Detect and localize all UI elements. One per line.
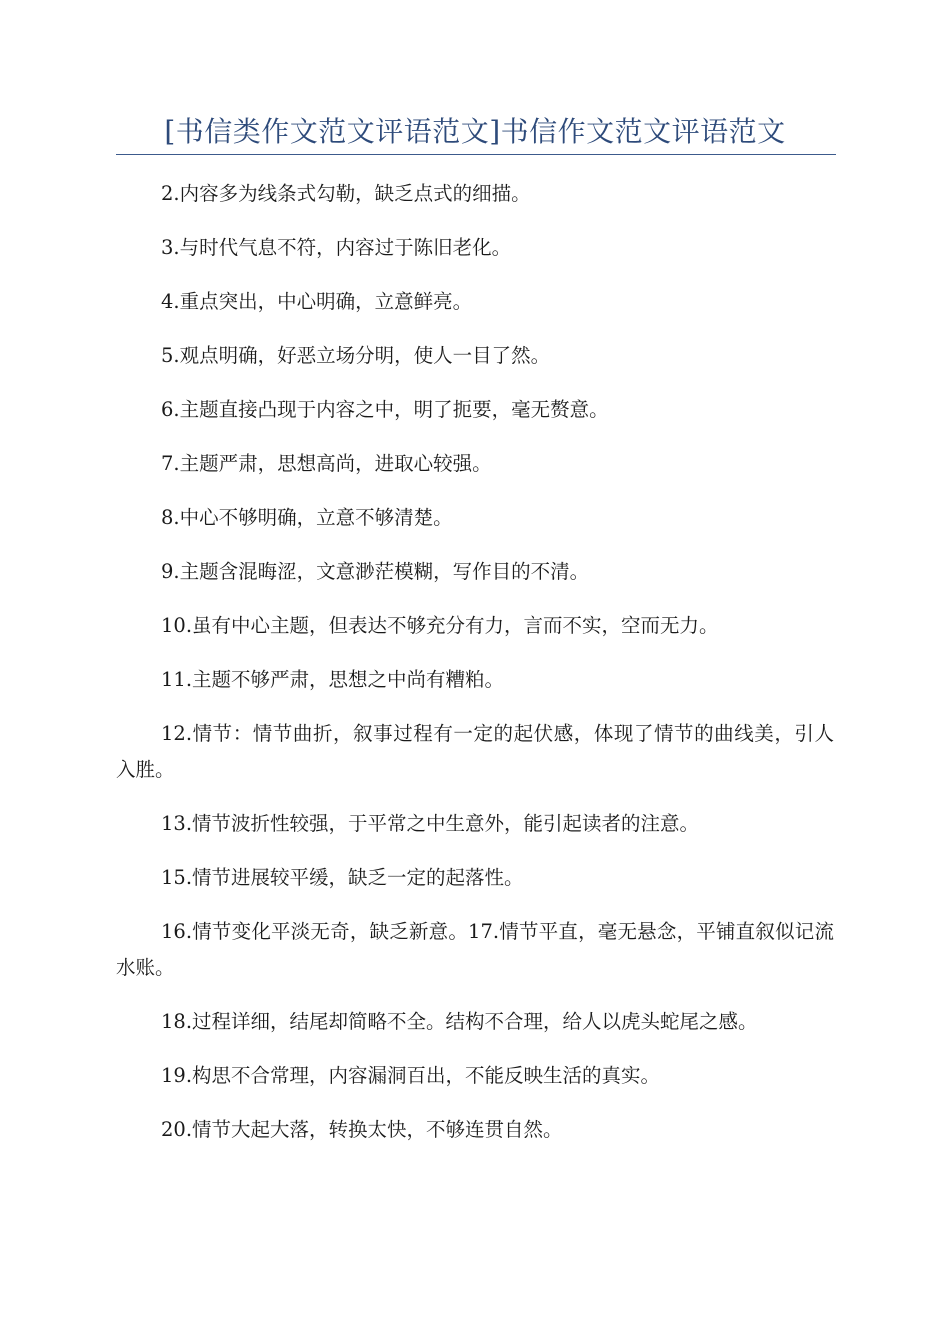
paragraph: 16.情节变化平淡无奇，缺乏新意。17.情节平直，毫无悬念，平铺直叙似记流水账。: [116, 920, 834, 979]
paragraph: 9.主题含混晦涩，文意渺茫模糊，写作目的不清。: [161, 560, 590, 583]
paragraph: 10.虽有中心主题，但表达不够充分有力，言而不实，空而无力。: [161, 614, 719, 637]
paragraph: 13.情节波折性较强，于平常之中生意外，能引起读者的注意。: [161, 812, 700, 835]
document-body: [116, 176, 834, 1166]
paragraph: 12.情节：情节曲折，叙事过程有一定的起伏感，体现了情节的曲线美，引人入胜。: [116, 722, 834, 781]
paragraph: 15.情节进展较平缓，缺乏一定的起落性。: [161, 866, 524, 889]
paragraph: 6.主题直接凸现于内容之中，明了扼要，毫无赘意。: [161, 398, 609, 421]
paragraph: 2.内容多为线条式勾勒，缺乏点式的细描。: [161, 182, 531, 205]
paragraph: 7.主题严肃，思想高尚，进取心较强。: [161, 452, 492, 475]
paragraph: 3.与时代气息不符，内容过于陈旧老化。: [161, 236, 512, 259]
paragraph: 11.主题不够严肃，思想之中尚有糟粕。: [161, 668, 505, 691]
document-title: [书信类作文范文评语范文]书信作文范文评语范文: [164, 115, 786, 148]
paragraph: 18.过程详细，结尾却简略不全。结构不合理，给人以虎头蛇尾之感。: [161, 1010, 758, 1033]
paragraph: 5.观点明确，好恶立场分明，使人一目了然。: [161, 344, 551, 367]
paragraph: 8.中心不够明确，立意不够清楚。: [161, 506, 453, 529]
title-underline: [116, 154, 836, 155]
paragraph: 19.构思不合常理，内容漏洞百出，不能反映生活的真实。: [161, 1064, 661, 1087]
paragraph: 20.情节大起大落，转换太快，不够连贯自然。: [161, 1118, 563, 1141]
paragraph: 4.重点突出，中心明确，立意鲜亮。: [161, 290, 473, 313]
